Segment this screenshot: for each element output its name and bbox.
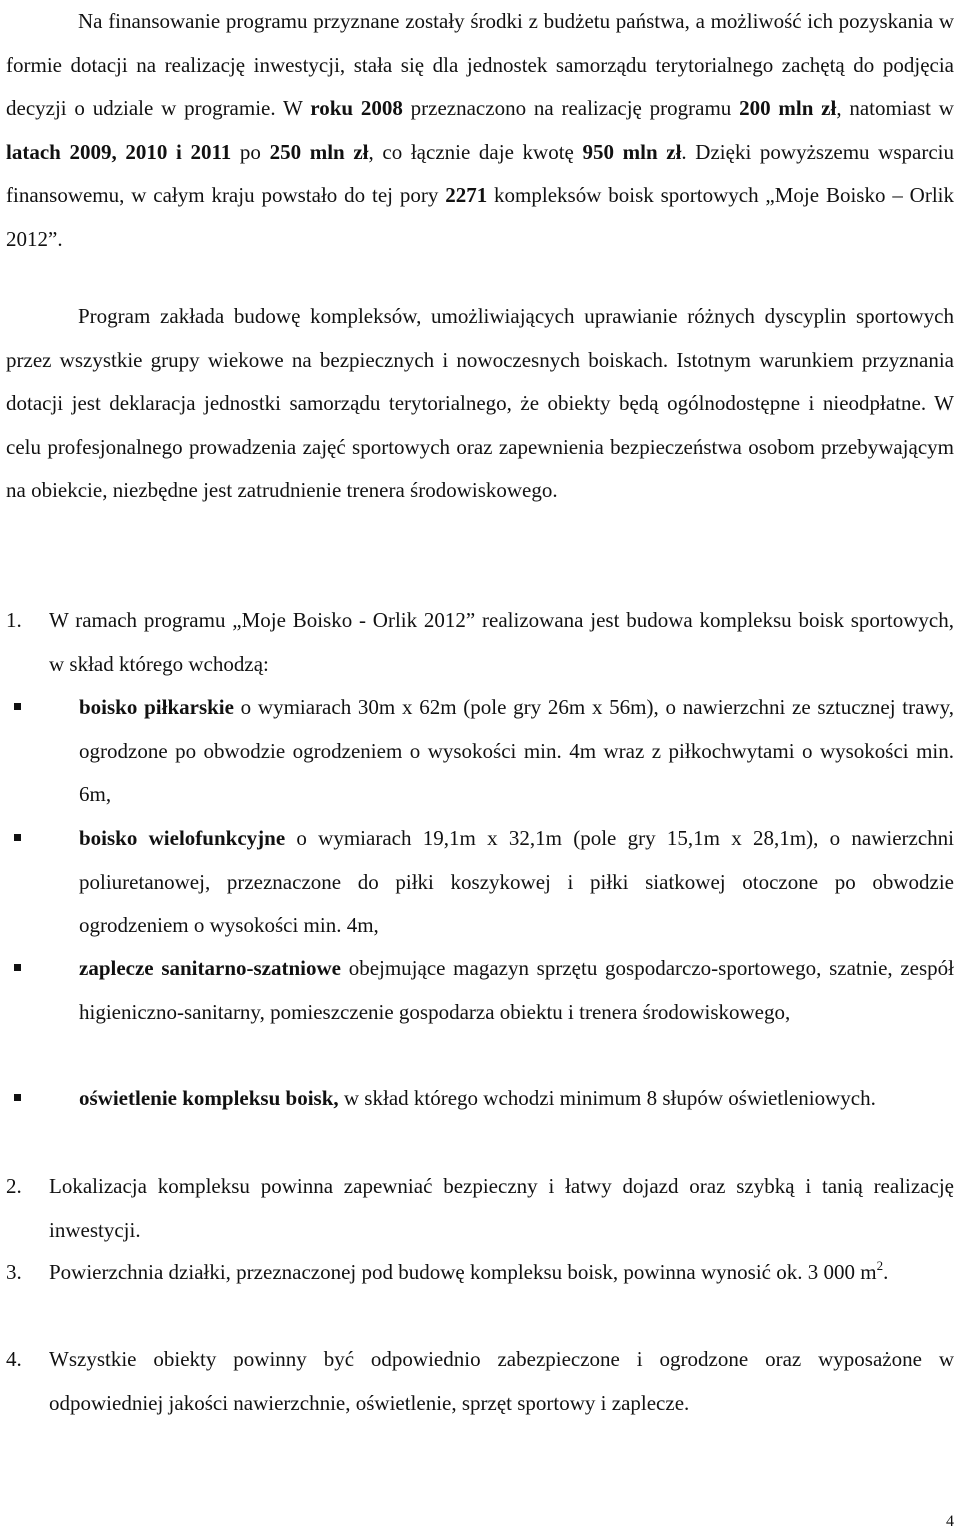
list-item-text: W ramach programu „Moje Boisko - Orlik 2012” realizowana jest budowa kompleksu boisk sportowych, w skład którego wchodzą: <box>49 608 954 676</box>
bullet-text <box>79 1077 954 1121</box>
bullet-bold-term: boisko wielofunkcyjne <box>79 826 286 850</box>
period: . <box>883 1260 889 1284</box>
bullet-text <box>79 817 954 948</box>
list-number: 1. <box>6 608 22 632</box>
text-run: Na finansowanie programu przyznane zostały środki z budżetu państwa, a możliwość ich pozyskania w formie dotacji na realizację inwestycji, stała się dla jednostek samorządu terytorialnego zachętą do podjęcia decyzji o udziale w programie. W <box>6 9 954 120</box>
text-run: przeznaczono na realizację programu <box>402 96 740 120</box>
bullet-item-football-pitch <box>6 686 954 817</box>
square-bullet-icon <box>14 1094 21 1101</box>
bold-count-2271: 2271 <box>445 183 488 207</box>
list-item-text: Lokalizacja kompleksu powinna zapewniać bezpieczny i łatwy dojazd oraz szybką i tanią realizację inwestycji. <box>49 1174 954 1242</box>
list-number: 3. <box>6 1260 22 1284</box>
page-number: 4 <box>946 1513 954 1530</box>
bullet-description: o wymiarach 19,1m x 32,1m (pole gry 15,1m x 28,1m), o nawierzchni poliuretanowej, przeznaczone do piłki koszykowej i piłki siatkowej otoczone po obwodzie ogrodzeniem o wysokości min. 4m, <box>79 826 954 937</box>
text-run: kompleksów boisk sportowych „Moje Boisko – Orlik 2012”. <box>6 183 954 251</box>
square-bullet-icon <box>14 703 21 710</box>
bullet-description: o wymiarach 30m x 62m (pole gry 26m x 56m), o nawierzchni ze sztucznej trawy, ogrodzone po obwodzie ogrodzeniem o wysokości min. 4m wraz z piłkochwytami o wysokości min. 6m, <box>79 695 954 806</box>
list-number: 2. <box>6 1174 22 1198</box>
text-run: , co łącznie daje kwotę <box>368 139 583 164</box>
bullet-text <box>79 947 954 1034</box>
list-item-text <box>49 1251 954 1295</box>
bullet-item-lighting <box>6 1077 954 1121</box>
bold-amount-950: 950 mln zł <box>582 139 682 164</box>
list-number: 4. <box>6 1347 22 1371</box>
bullet-item-multipurpose-pitch <box>6 817 954 948</box>
intro-paragraph-financing <box>6 0 954 261</box>
superscript-2: 2 <box>876 1258 884 1273</box>
intro-paragraph-program: Program zakłada budowę kompleksów, umożliwiających uprawianie różnych dyscyplin sportowych przez wszystkie grupy wiekowe na bezpiecznych i nowoczesnych boiskach. Istotnym warunkiem przyznania dotacji jest deklaracja jednostki samorządu terytorialnego, że obiekty będą ogólnodostępne i nieodpłatne. W celu profesjonalnego prowadzenia zajęć sportowych oraz zapewnienia bezpieczeństwa osobom przebywającym na obiekcie, niezbędne jest zatrudnienie trenera środowiskowego. <box>6 304 954 502</box>
list-item-3 <box>6 1251 954 1295</box>
text-run: po <box>231 139 270 164</box>
bullet-bold-term: zaplecze sanitarno-szatniowe <box>79 956 341 980</box>
bullet-description: w skład którego wchodzi minimum 8 słupów oświetleniowych. <box>338 1086 876 1110</box>
text-run: . Dzięki powyższemu wsparciu finansowemu, w całym kraju powstało do tej pory <box>6 139 954 207</box>
list-item-2 <box>6 1165 954 1252</box>
bullet-bold-term: oświetlenie kompleksu boisk, <box>79 1086 339 1110</box>
bold-years: latach 2009, 2010 i 2011 <box>6 139 232 164</box>
list-item-text: Wszystkie obiekty powinny być odpowiednio zabezpieczone i ogrodzone oraz wyposażone w odpowiedniej jakości nawierzchnie, oświetlenie, sprzęt sportowy i zaplecze. <box>49 1347 954 1415</box>
bullet-bold-term: boisko piłkarskie <box>79 695 234 719</box>
square-bullet-icon <box>14 834 21 841</box>
bullet-description: obejmujące magazyn sprzętu gospodarczo-sportowego, szatnie, zespół higieniczno-sanitarny, pomieszczenie gospodarza obiektu i trenera środowiskowego, <box>79 956 954 1024</box>
text-run: , natomiast w <box>836 96 954 120</box>
square-bullet-icon <box>14 964 21 971</box>
bold-amount-200: 200 mln zł <box>739 96 837 120</box>
bold-amount-250: 250 mln zł <box>269 139 369 164</box>
area-text: Powierzchnia działki, przeznaczonej pod budowę kompleksu boisk, powinna wynosić ok. 3 000 m <box>49 1260 877 1284</box>
bullet-text <box>79 686 954 817</box>
bold-year-2008: roku 2008 <box>310 96 403 120</box>
list-item-4 <box>6 1338 954 1425</box>
bullet-item-changing-rooms <box>6 947 954 1034</box>
list-item-1 <box>6 599 954 686</box>
